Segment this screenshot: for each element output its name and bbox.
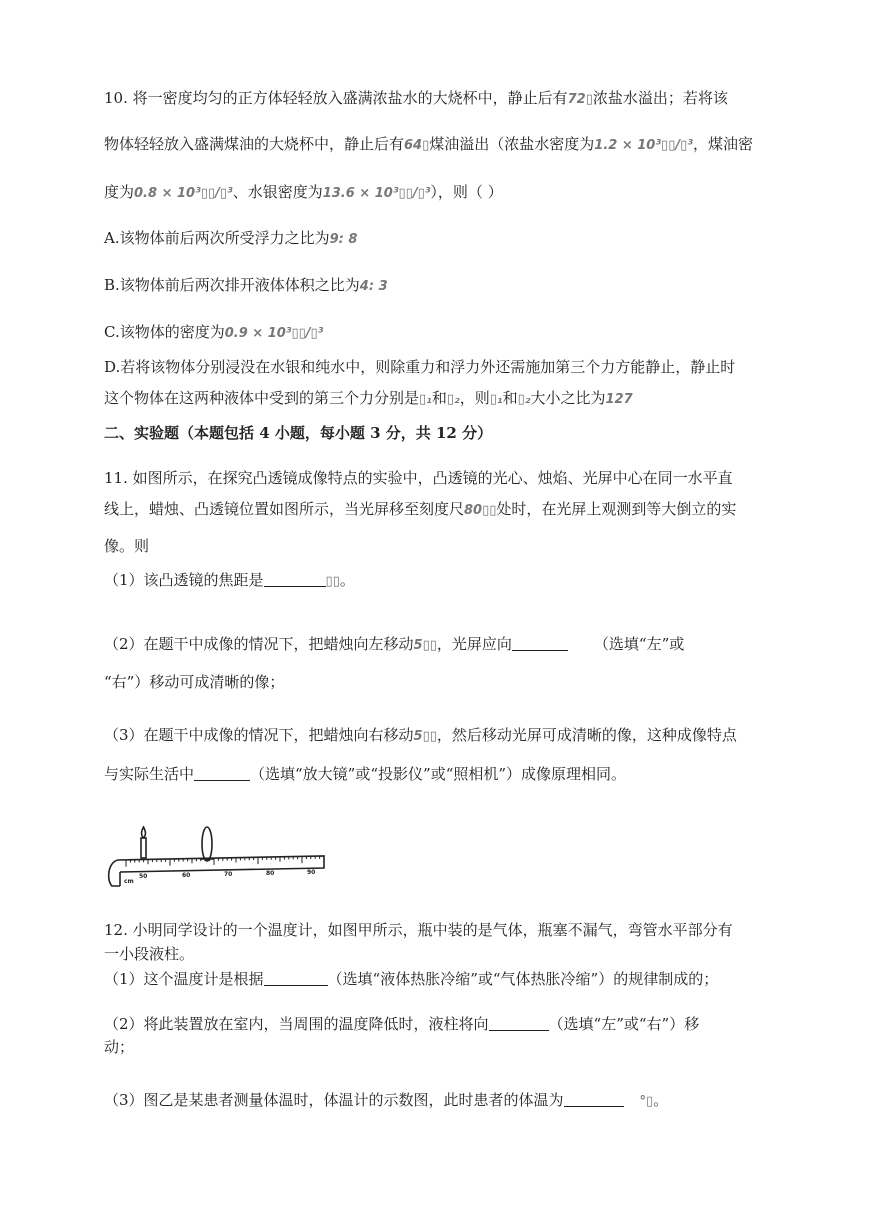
q11-line-3 — [104, 536, 149, 556]
option-text: A.该物体前后两次所受浮力之比为 — [104, 229, 330, 247]
q11-text: “右”）移动可成清晰的像； — [104, 673, 285, 691]
q11-line-1 — [104, 468, 733, 488]
option-text: 和 — [431, 389, 447, 407]
q10-text: ），则（ ） — [430, 183, 503, 201]
q12-line-2 — [104, 944, 194, 964]
q10-text: ，煤油密 — [692, 135, 753, 153]
q10-text: 度为 — [104, 183, 135, 201]
q12-text: 动； — [104, 1038, 135, 1056]
q12-part-2-cont — [104, 1037, 134, 1057]
q10-line-2 — [104, 134, 753, 156]
q12-text: 一小段液柱。 — [104, 945, 195, 963]
q11-text: （选填“放大镜”或“投影仪”或“照相机”）成像原理相同。 — [250, 765, 627, 783]
q11-text: 11. 如图所示，在探究凸透镜成像特点的实验中，凸透镜的光心、烛焰、光屏中心在同一水平直 — [104, 469, 733, 487]
answer-blank[interactable] — [264, 971, 328, 986]
q12-text: （2）将此装置放在室内，当周围的温度降低时，液柱将向 — [104, 1015, 489, 1033]
q10-option-d-line-2 — [104, 388, 633, 410]
ruler-unit: cm — [124, 878, 134, 885]
option-text: ，则 — [459, 389, 490, 407]
q10-option-b — [104, 275, 388, 297]
q12-text: （3）图乙是某患者测量体温时，体温计的示数图，此时患者的体温为 — [104, 1091, 564, 1109]
q10-option-c — [104, 322, 323, 344]
answer-blank[interactable] — [264, 572, 326, 587]
q12-math: °▯ — [639, 1094, 654, 1109]
option-math: 9: 8 — [329, 232, 358, 247]
ruler-label: 90 — [307, 869, 316, 876]
q10-text: 浓盐水溢出；若将该 — [592, 89, 728, 107]
q12-text: 。 — [653, 1091, 669, 1109]
q11-text: ，然后移动光屏可成清晰的像，这种成像特点 — [436, 726, 737, 744]
option-math: 0.9 × 10³▯▯/▯³ — [224, 326, 324, 341]
q11-text: （2）在题干中成像的情况下，把蜡烛向左移动 — [104, 635, 414, 653]
q11-text: （1）该凸透镜的焦距是 — [104, 571, 264, 589]
q11-math: 5▯▯ — [413, 638, 437, 653]
q10-math: 1.2 × 10³▯▯/▯³ — [594, 138, 693, 153]
option-text: 大小之比为 — [530, 389, 606, 407]
answer-blank[interactable] — [564, 1092, 624, 1107]
q10-text: 物体轻轻放入盛满煤油的大烧杯中，静止后有 — [104, 135, 405, 153]
q12-text: 12. 小明同学设计的一个温度计，如图甲所示，瓶中装的是气体，瓶塞不漏气，弯管水平部分有 — [104, 921, 733, 939]
option-text: C.该物体的密度为 — [104, 323, 225, 341]
optical-bench-figure — [104, 826, 336, 894]
q11-text: ，光屏应向 — [436, 635, 512, 653]
q10-math: 13.6 × 10³▯▯/▯³ — [322, 186, 431, 201]
section-heading: 二、实验题（本题包括 4 小题，每小题 3 分，共 12 分） — [104, 424, 493, 442]
q12-text: （选填“液体热胀冷缩”或“气体热胀冷缩”）的规律制成的； — [327, 970, 719, 988]
q11-math: 5▯▯ — [413, 729, 437, 744]
option-math: ▯₂ — [517, 392, 531, 407]
q10-option-a — [104, 228, 357, 250]
answer-blank[interactable] — [489, 1016, 549, 1031]
q10-math: 64▯ — [404, 138, 430, 153]
option-text: B.该物体前后两次排开液体体积之比为 — [104, 276, 360, 294]
q10-text: 10. 将一密度均匀的正方体轻轻放入盛满浓盐水的大烧杯中，静止后有 — [104, 89, 568, 107]
q12-line-1 — [104, 920, 733, 940]
q11-math: ▯▯ — [325, 574, 340, 589]
q11-line-2 — [104, 499, 736, 521]
q11-part-3-cont — [104, 764, 626, 784]
q10-math: 72▯ — [567, 92, 593, 107]
q11-text: （选填“左”或 — [593, 635, 685, 653]
q11-text: 线上，蜡烛、凸透镜位置如图所示，当光屏移至刻度尺 — [104, 500, 465, 518]
answer-blank[interactable] — [512, 636, 568, 651]
q11-part-2 — [104, 634, 684, 656]
q12-part-3 — [104, 1090, 668, 1112]
q11-part-2-cont — [104, 672, 284, 692]
option-text: D.若将该物体分别浸没在水银和纯水中，则除重力和浮力外还需施加第三个力方能静止，静止时 — [104, 358, 736, 376]
answer-blank[interactable] — [194, 766, 250, 781]
q11-math: 80▯▯ — [464, 503, 497, 518]
option-math: ▯₂ — [446, 392, 460, 407]
q12-part-2 — [104, 1014, 699, 1034]
ruler-label: 70 — [224, 871, 233, 878]
option-math: ▯₁ — [489, 392, 503, 407]
q11-part-1 — [104, 570, 355, 592]
q11-text: 。 — [339, 571, 355, 589]
q12-text: （1）这个温度计是根据 — [104, 970, 264, 988]
q10-line-3 — [104, 182, 503, 204]
option-math: 127 — [605, 392, 633, 407]
q11-text: 像。则 — [104, 537, 150, 555]
q10-math: 0.8 × 10³▯▯/▯³ — [134, 186, 233, 201]
q10-option-d-line-1 — [104, 357, 735, 377]
ruler-label: 50 — [139, 873, 148, 880]
q10-line-1 — [104, 88, 728, 110]
q12-text: （选填“左”或“右”）移 — [548, 1015, 700, 1033]
option-math: ▯₁ — [419, 392, 432, 407]
ruler-label: 80 — [266, 870, 275, 877]
q11-part-3 — [104, 725, 737, 747]
q11-text: 处时，在光屏上观测到等大倒立的实 — [496, 500, 737, 518]
q10-text: 煤油溢出（浓盐水密度为 — [429, 135, 595, 153]
option-text: 这个物体在这两种液体中受到的第三个力分别是 — [104, 389, 420, 407]
option-text: 和 — [502, 389, 518, 407]
q12-part-1 — [104, 969, 718, 989]
ruler-label: 60 — [182, 872, 191, 879]
q10-text: 、水银密度为 — [232, 183, 323, 201]
q11-text: 与实际生活中 — [104, 765, 195, 783]
option-math: 4: 3 — [359, 279, 388, 294]
q11-text: （3）在题干中成像的情况下，把蜡烛向右移动 — [104, 726, 414, 744]
